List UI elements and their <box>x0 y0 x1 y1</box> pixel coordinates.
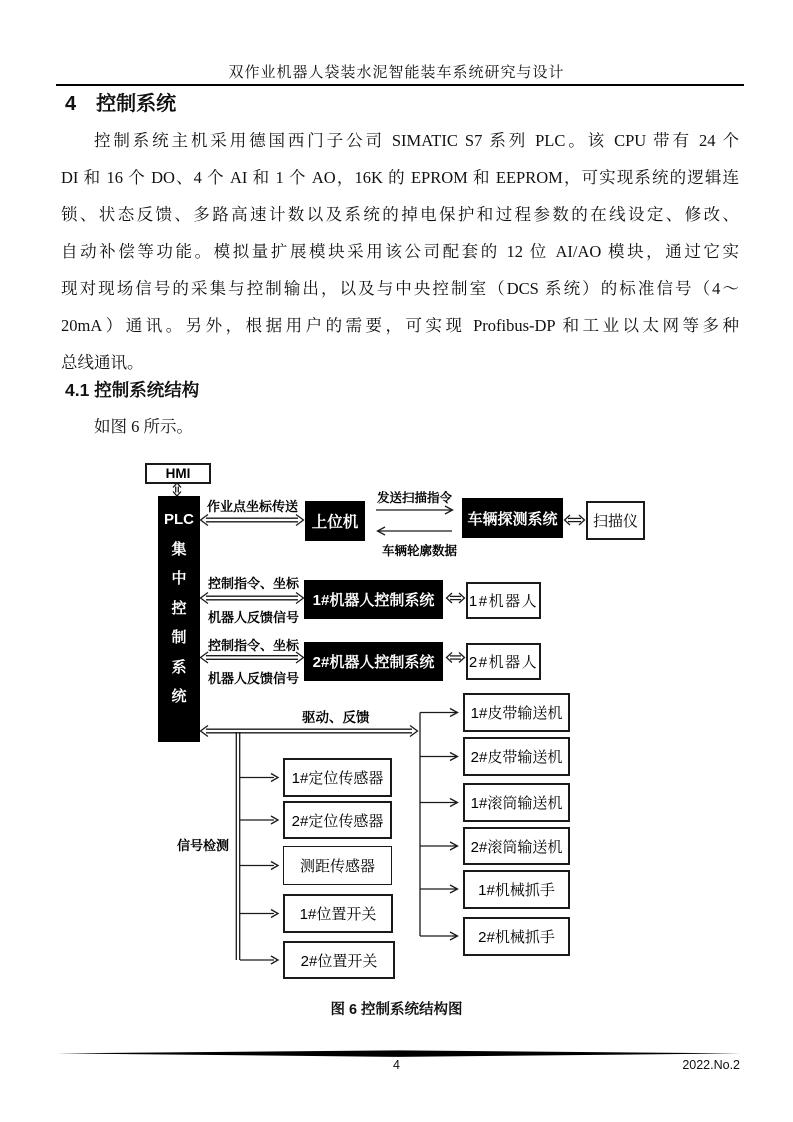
page-number: 4 <box>393 1058 400 1072</box>
belt-conveyor1-box: 1#皮带输送机 <box>463 693 570 732</box>
robot2-box: 2#机器人 <box>466 643 541 680</box>
limit-switch1-box: 1#位置开关 <box>283 894 393 933</box>
hmi-box: HMI <box>145 463 211 484</box>
robot1-box: 1#机器人 <box>466 582 541 619</box>
ranging-sensor-box: 测距传感器 <box>283 846 392 885</box>
belt-conveyor2-box: 2#皮带输送机 <box>463 737 570 776</box>
figure-caption: 图 6 控制系统结构图 <box>330 1002 463 1018</box>
limit-switch2-box: 2#位置开关 <box>283 941 395 979</box>
header-rule <box>56 84 744 86</box>
plc-box <box>158 496 200 742</box>
drive-feedback-label: 驱动、反馈 <box>302 710 370 725</box>
scanner-box: 扫描仪 <box>586 501 645 540</box>
plc-box-line: 集 <box>171 540 187 558</box>
figure-intro: 如图 6 所示。 <box>94 417 193 436</box>
plc-box-line: 中 <box>171 570 187 587</box>
plc-box-line: 控 <box>171 599 187 617</box>
work-point-label: 作业点坐标传送 <box>207 499 299 514</box>
journal-issue: 2022.No.2 <box>682 1058 740 1072</box>
robot1-control-box: 1#机器人控制系统 <box>304 580 443 619</box>
roller-conveyor1-box: 1#滚筒输送机 <box>463 783 570 822</box>
control-command-label-2: 控制指令、坐标 <box>208 638 300 653</box>
paragraph-line: DI 和 16 个 DO、4 个 AI 和 1 个 AO，16K 的 EPROM 和 EEPROM，可实现系统的逻辑连 <box>61 168 739 187</box>
subsection-heading: 4.1 控制系统结构 <box>65 380 200 400</box>
plc-box-line: 统 <box>171 688 187 705</box>
control-command-label-1: 控制指令、坐标 <box>208 576 300 591</box>
running-header-title: 双作业机器人袋装水泥智能装车系统研究与设计 <box>228 65 565 81</box>
host-computer-box: 上位机 <box>305 501 365 541</box>
signal-detect-label: 信号检测 <box>177 838 230 853</box>
footer-rule <box>56 1050 742 1058</box>
position-sensor1-box: 1#定位传感器 <box>283 758 392 797</box>
plc-box-line: 制 <box>171 629 187 646</box>
paragraph-line: 现对现场信号的采集与控制输出，以及与中央控制室（DCS 系统）的标准信号（4～ <box>61 279 739 298</box>
plc-box-line: PLC <box>164 511 194 528</box>
body-paragraph <box>61 122 739 381</box>
send-scan-label: 发送扫描指令 <box>377 491 453 505</box>
vehicle-detection-box: 车辆探测系统 <box>462 498 563 538</box>
diagram-connectors <box>0 455 793 995</box>
position-sensor2-box: 2#定位传感器 <box>283 801 392 839</box>
section-heading: 4 控制系统 <box>65 93 177 115</box>
robot2-control-box: 2#机器人控制系统 <box>304 642 443 681</box>
control-system-diagram <box>0 455 793 995</box>
gripper2-box: 2#机械抓手 <box>463 917 570 956</box>
roller-conveyor2-box: 2#滚筒输送机 <box>463 827 570 865</box>
plc-box-line: 系 <box>171 658 187 676</box>
paragraph-line: 锁、状态反馈、多路高速计数以及系统的掉电保护和过程参数的在线设定、修改、 <box>61 205 739 224</box>
gripper1-box: 1#机械抓手 <box>463 870 570 909</box>
robot-feedback-label-2: 机器人反馈信号 <box>208 671 300 686</box>
paragraph-line: 自动补偿等功能。模拟量扩展模块采用该公司配套的 12 位 AI/AO 模块，通过它实 <box>61 242 739 261</box>
robot-feedback-label-1: 机器人反馈信号 <box>208 610 300 625</box>
paragraph-line: 控制系统主机采用德国西门子公司 SIMATIC S7 系列 PLC。该 CPU 带有 24 个 <box>94 131 739 150</box>
paragraph-line: 20mA）通讯。另外，根据用户的需要，可实现 Profibus-DP 和工业以太网等多种 <box>61 316 739 335</box>
paragraph-line: 总线通讯。 <box>61 353 144 372</box>
vehicle-profile-label: 车辆轮廓数据 <box>382 544 458 558</box>
